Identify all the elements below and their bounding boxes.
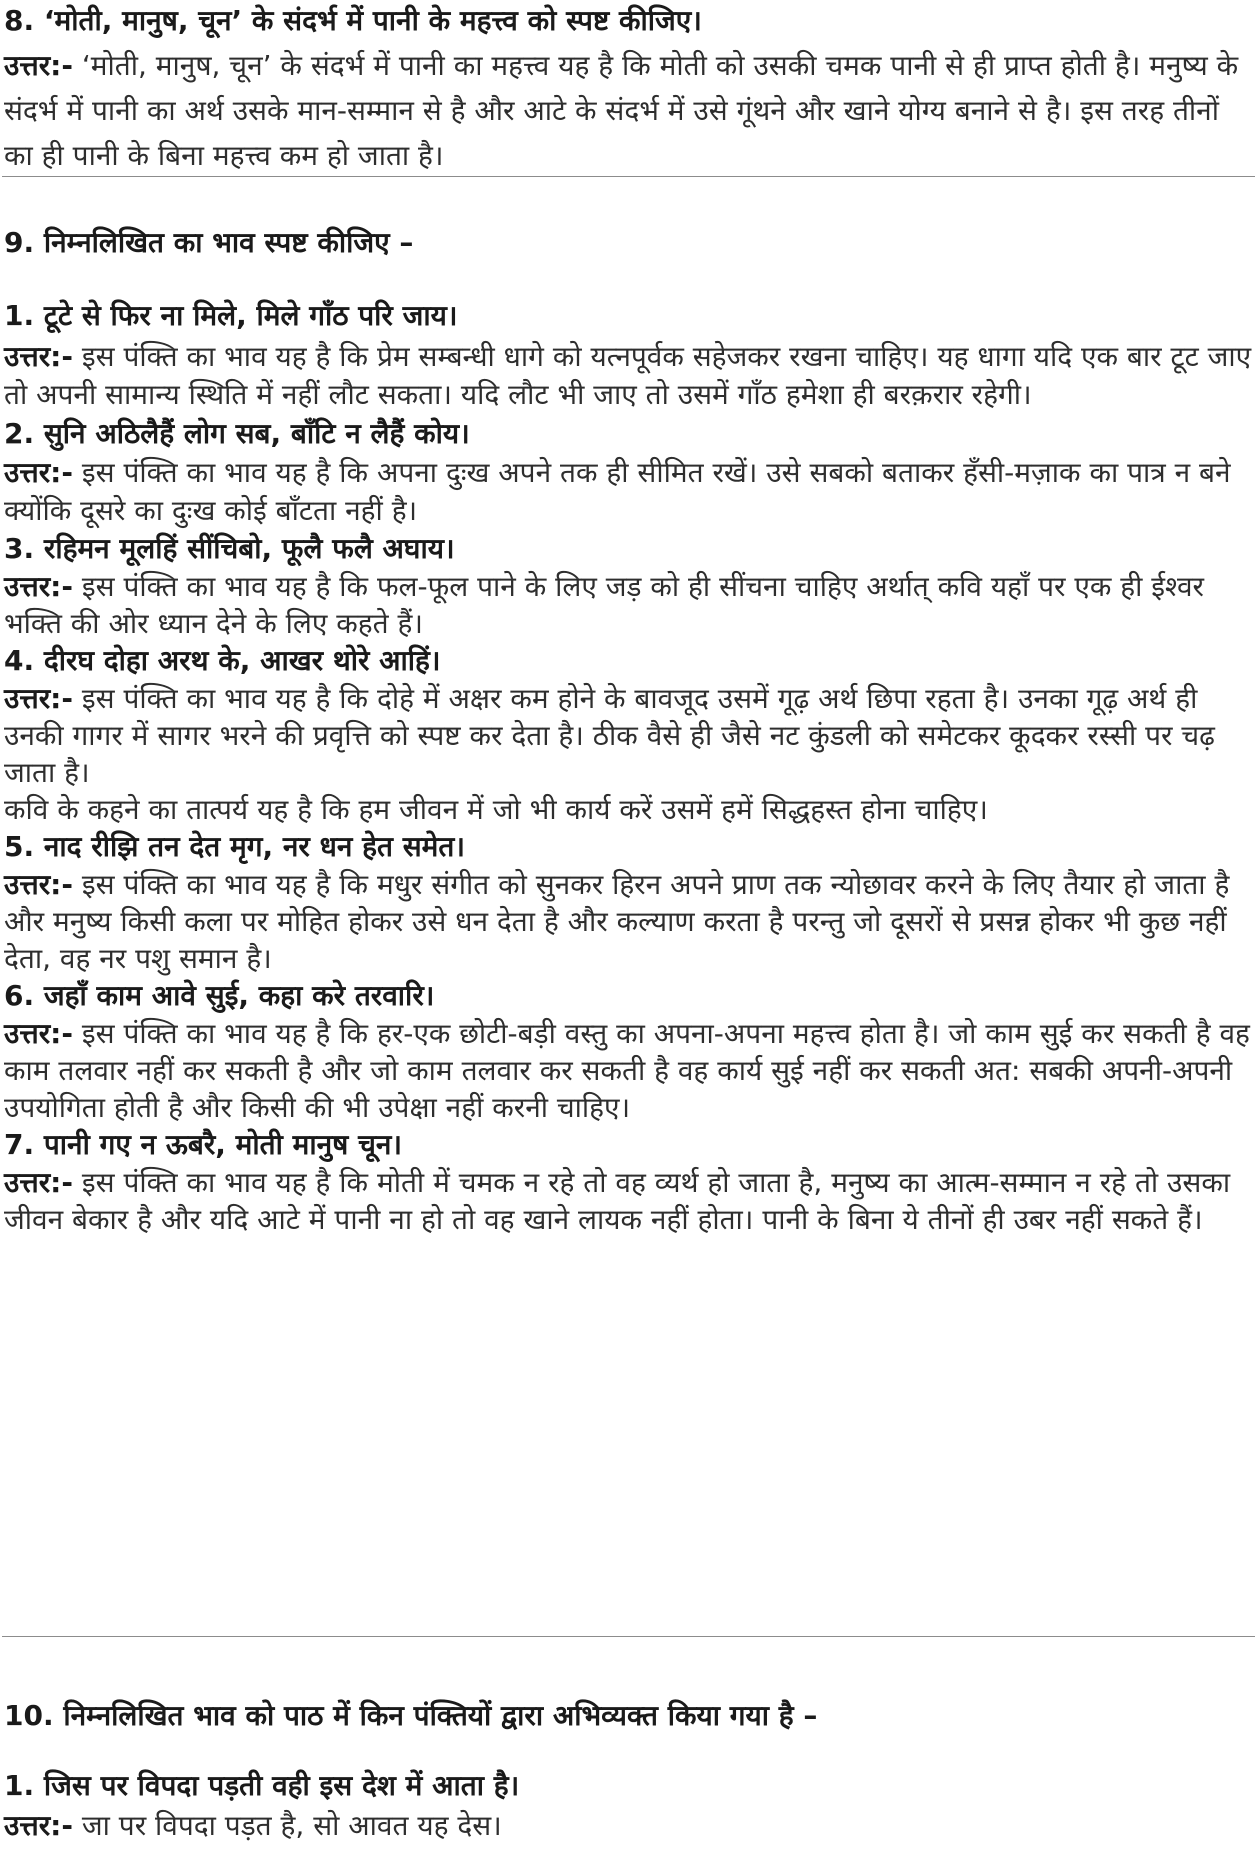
question-10-items	[4, 1766, 1252, 1846]
answer-label: उत्तर:-	[4, 340, 73, 373]
q9-item-3-answer: उत्तर:- इस पंक्ति का भाव यह है कि फल-फूल पाने के लिए जड़ को ही सींचना चाहिए अर्थात् कवि यहाँ पर एक ही ईश्वर भक्ति की ओर ध्यान देने के लिए कहते हैं।	[4, 570, 1204, 640]
question-10-heading: 10. निम्नलिखित भाव को पाठ में किन पंक्तियों द्वारा अभिव्यक्त किया गया है –	[4, 1699, 818, 1732]
q9-item-5-question: 5. नाद रीझि तन देत मृग, नर धन हेत समेत।	[4, 830, 465, 863]
answer-label: उत्तर:-	[4, 868, 73, 901]
q9-item-6-answer: उत्तर:- इस पंक्ति का भाव यह है कि हर-एक छोटी-बड़ी वस्तु का अपना-अपना महत्त्व होता है। जो काम सुई कर सकती है वह काम तलवार नहीं कर सकती है और जो काम तलवार कर सकती है वह कार्य सुई नहीं कर सकती अत: सबकी अपनी-अपनी उपयोगिता होती है और किसी की भी उपेक्षा नहीं करनी चाहिए।	[4, 1017, 1250, 1124]
q9-item-2-question: 2. सुनि अठिलैहैं लोग सब, बाँटि न लैहैं कोय।	[4, 417, 470, 450]
q9-item-7-question: 7. पानी गए न ऊबरै, मोती मानुष चून।	[4, 1128, 403, 1161]
answer-label: उत्तर:-	[4, 49, 73, 82]
answer-label: उत्तर:-	[4, 570, 73, 603]
q9-item-4-extra: कवि के कहने का तात्पर्य यह है कि हम जीवन में जो भी कार्य करें उसमें हमें सिद्धहस्त होना चाहिए।	[4, 793, 988, 826]
q9-item-3-question: 3. रहिमन मूलहिं सींचिबो, फूलै फलै अघाय।	[4, 532, 455, 565]
answer-label: उत्तर:-	[4, 1809, 73, 1842]
q10-item-1-answer: उत्तर:- जा पर विपदा पड़त है, सो आवत यह देस।	[4, 1809, 502, 1842]
q9-item-5-answer: उत्तर:- इस पंक्ति का भाव यह है कि मधुर संगीत को सुनकर हिरन अपने प्राण तक न्योछावर करने के लिए तैयार हो जाता है और मनुष्य किसी कला पर मोहित होकर उसे धन देता है और कल्याण करता है परन्तु जो दूसरों से प्रसन्न होकर भी कुछ नहीं देता, वह नर पशु समान है।	[4, 868, 1230, 975]
question-9-items	[4, 293, 1252, 1238]
answer-label: उत्तर:-	[4, 1166, 73, 1199]
answer-label: उत्तर:-	[4, 456, 73, 489]
q10-item-1-question: 1. जिस पर विपदा पड़ती वही इस देश में आता है।	[4, 1769, 520, 1802]
section-divider	[2, 176, 1255, 177]
q9-item-4-answer: उत्तर:- इस पंक्ति का भाव यह है कि दोहे में अक्षर कम होने के बावजूद उसमें गूढ़ अर्थ छिपा रहता है। उनका गूढ़ अर्थ ही उनकी गागर में सागर भरने की प्रवृत्ति को स्पष्ट कर देता है। ठीक वैसे ही जैसे नट कुंडली को समेटकर कूदकर रस्सी पर चढ़ जाता है।	[4, 682, 1215, 789]
question-9-heading: 9. निम्नलिखित का भाव स्पष्ट कीजिए –	[4, 226, 414, 259]
q9-item-2-answer: उत्तर:- इस पंक्ति का भाव यह है कि अपना दुःख अपने तक ही सीमित रखें। उसे सबको बताकर हँसी-मज़ाक का पात्र न बने क्योंकि दूसरे का दुःख कोई बाँटता नहीं है।	[4, 456, 1231, 527]
answer-label: उत्तर:-	[4, 682, 73, 715]
answer-label: उत्तर:-	[4, 1017, 73, 1050]
q9-item-4-question: 4. दीरघ दोहा अरथ के, आखर थोरे आहिं।	[4, 644, 441, 677]
question-8-text: 8. ‘मोती, मानुष, चून’ के संदर्भ में पानी के महत्त्व को स्पष्ट कीजिए।	[4, 4, 702, 37]
section-divider	[2, 1636, 1255, 1637]
q9-item-1-answer: उत्तर:- इस पंक्ति का भाव यह है कि प्रेम सम्बन्धी धागे को यत्नपूर्वक सहेजकर रखना चाहिए। यह धागा यदि एक बार टूट जाए तो अपनी सामान्य स्थिति में नहीं लौट सकता। यदि लौट भी जाए तो उसमें गाँठ हमेशा ही बरक़रार रहेगी।	[4, 340, 1252, 411]
question-8-block	[4, 0, 1252, 178]
answer-8: उत्तर:- ‘मोती, मानुष, चून’ के संदर्भ में पानी का महत्त्व यह है कि मोती को उसकी चमक पानी से ही प्राप्त होती है। मनुष्य के संदर्भ में पानी का अर्थ उसके मान-सम्मान से है और आटे के संदर्भ में उसे गूंथने और खाने योग्य बनाने से है। इस तरह तीनों का ही पानी के बिना महत्त्व कम हो जाता है।	[4, 49, 1239, 172]
q9-item-6-question: 6. जहाँ काम आवे सुई, कहा करे तरवारि।	[4, 979, 435, 1012]
q9-item-1-question: 1. टूटे से फिर ना मिले, मिले गाँठ परि जाय।	[4, 299, 458, 332]
q9-item-7-answer: उत्तर:- इस पंक्ति का भाव यह है कि मोती में चमक न रहे तो वह व्यर्थ हो जाता है, मनुष्य का आत्म-सम्मान न रहे तो उसका जीवन बेकार है और यदि आटे में पानी ना हो तो वह खाने लायक नहीं होता। पानी के बिना ये तीनों ही उबर नहीं सकते हैं।	[4, 1166, 1231, 1236]
